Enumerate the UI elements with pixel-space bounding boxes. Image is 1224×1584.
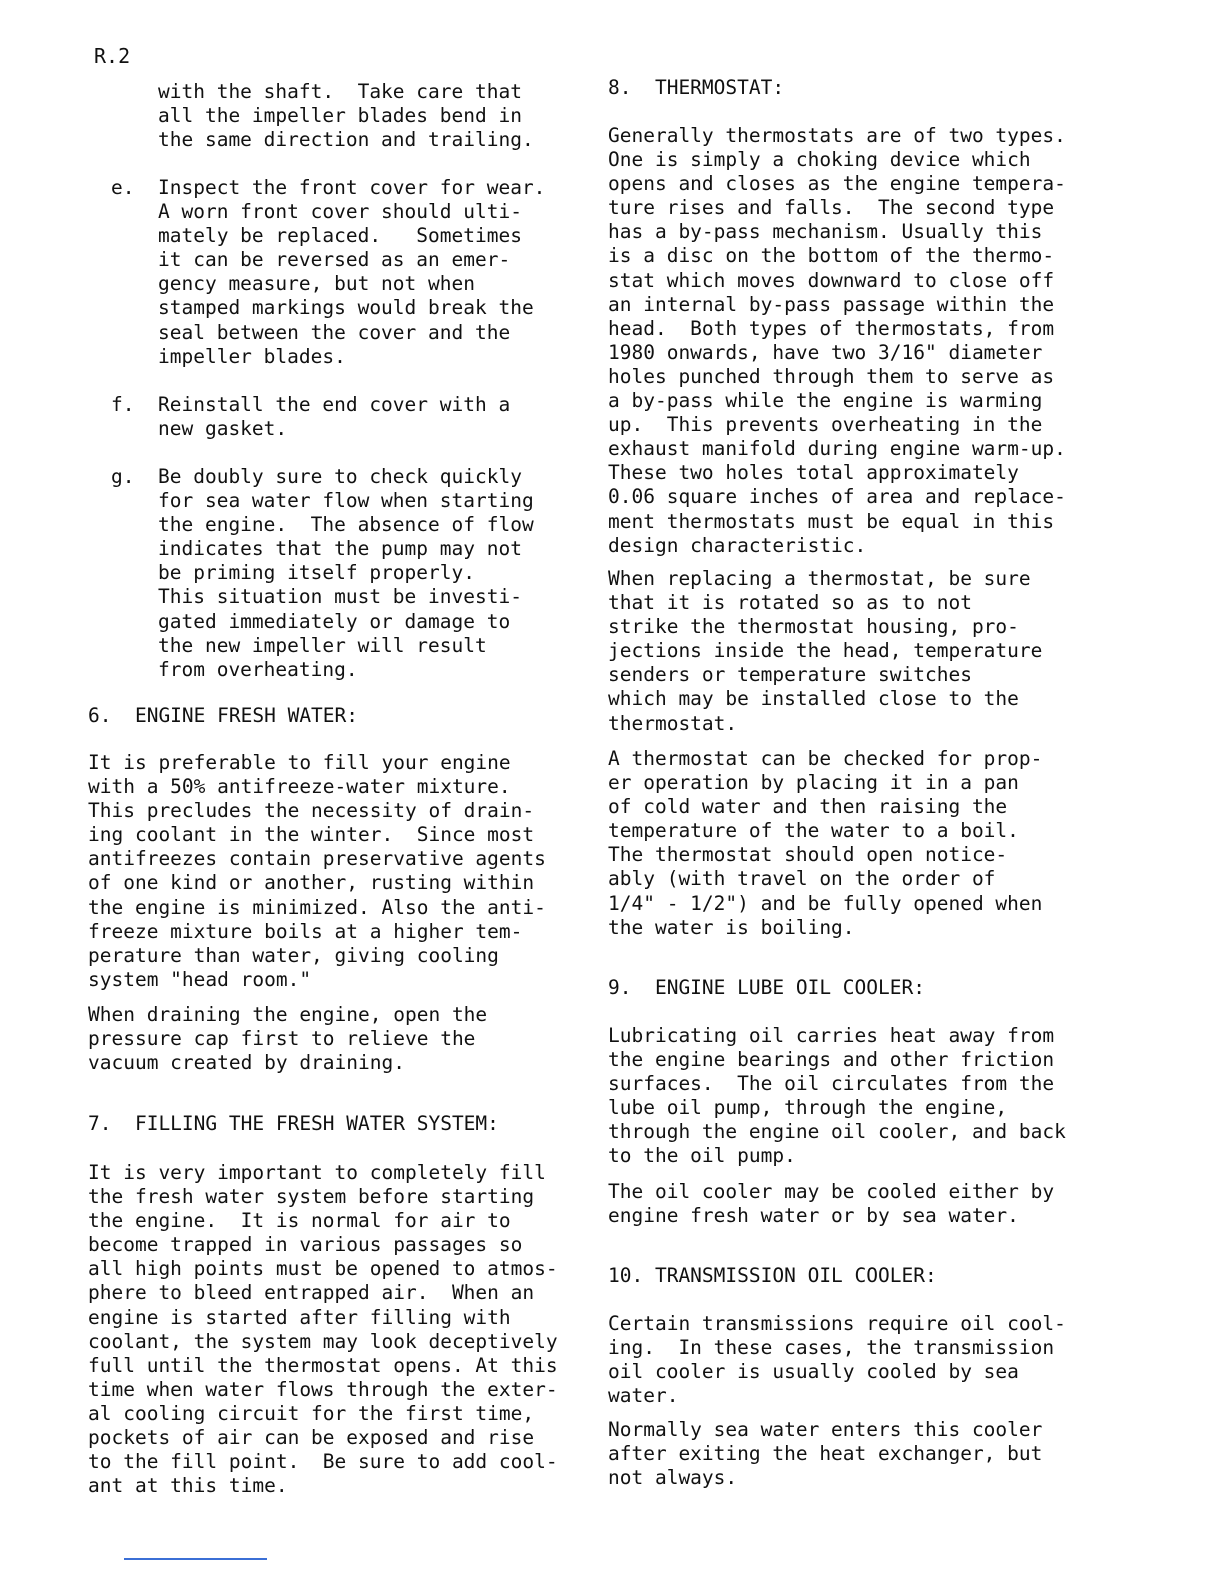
- section-8-paragraph-2: When replacing a thermostat, be sure that it is rotated so as to not strike the thermostat housing, pro- jections inside the head, temperature senders or temperature switches which may be installed close to the thermostat.: [608, 567, 1043, 735]
- section-7-heading: 7. FILLING THE FRESH WATER SYSTEM:: [88, 1112, 499, 1135]
- section-9-heading: 9. ENGINE LUBE OIL COOLER:: [608, 976, 925, 999]
- section-7-paragraph-1: It is very important to completely fill the fresh water system before starting the engine. It is normal for air to become trapped in various passages so all high points must be opened to atmos- phere to bleed entrapped air. When an engine is started after filling with coolant, the system may look deceptively full until the thermostat opens. At this time when water flows through the exter- al cooling circuit for the first time, pockets of air can be exposed and rise to the fill point. Be sure to add cool- ant at this time.: [88, 1161, 558, 1498]
- section-8-paragraph-1: Generally thermostats are of two types. One is simply a choking device which opens and closes as the engine tempera- ture rises and falls. The second type has a by-pass mechanism. Usually this is a disc on the bottom of the thermo- stat which moves downward to close off an internal by-pass passage within the head. Both types of thermostats, from 1980 onwards, have two 3/16" diameter holes punched through them to serve as a by-pass while the engine is warming up. This prevents overheating in the exhaust manifold during engine warm-up. These two holes total approximately 0.06 square inches of area and replace- ment thermostats must be equal in this design characteristic.: [608, 124, 1066, 557]
- item-e-text: Inspect the front cover for wear. A worn front cover should ulti- mately be replaced. Sometimes it can be reversed as an emer- gency measure, but not when stamped markings would break the seal between the cover and the impeller blades.: [158, 176, 546, 368]
- section-9-paragraph-2: The oil cooler may be cooled either by engine fresh water or by sea water.: [608, 1180, 1055, 1228]
- section-8-paragraph-3: A thermostat can be checked for prop- er operation by placing it in a pan of cold water and then raising the temperature of the water to a boil. The thermostat should open notice- ably (with travel on the order of 1/4" - 1/2") and be fully opened when the water is boiling.: [608, 747, 1043, 939]
- item-g-letter: g.: [111, 465, 135, 488]
- section-6-heading: 6. ENGINE FRESH WATER:: [88, 704, 359, 727]
- section-6-paragraph-2: When draining the engine, open the pressure cap first to relieve the vacuum created by draining.: [88, 1003, 488, 1075]
- item-e-letter: e.: [111, 176, 135, 199]
- section-10-paragraph-1: Certain transmissions require oil cool- ing. In these cases, the transmission oil cooler is usually cooled by sea water.: [608, 1312, 1066, 1408]
- section-10-paragraph-2: Normally sea water enters this cooler after exiting the heat exchanger, but not always.: [608, 1418, 1043, 1490]
- section-9-paragraph-1: Lubricating oil carries heat away from the engine bearings and other friction surfaces. The oil circulates from the lube oil pump, through the engine, through the engine oil cooler, and back to the oil pump.: [608, 1024, 1066, 1168]
- footer-rule: [124, 1558, 267, 1560]
- section-8-heading: 8. THERMOSTAT:: [608, 76, 785, 99]
- item-f-text: Reinstall the end cover with a new gasket.: [158, 393, 511, 441]
- intro-continuation: with the shaft. Take care that all the impeller blades bend in the same direction and trailing.: [158, 80, 534, 152]
- item-g-text: Be doubly sure to check quickly for sea water flow when starting the engine. The absence of flow indicates that the pump may not be priming itself properly. This situation must be investi- gated immediately or damage to the new impeller will result from overheating.: [158, 465, 534, 681]
- page-number: R.2: [94, 44, 131, 68]
- item-f-letter: f.: [111, 393, 135, 416]
- section-6-paragraph-1: It is preferable to fill your engine with a 50% antifreeze-water mixture. This precludes the necessity of drain- ing coolant in the winter. Since most antifreezes contain preservative agents of one kind or another, rusting within the engine is minimized. Also the anti- freeze mixture boils at a higher tem- perature than water, giving cooling system "head room.": [88, 751, 546, 991]
- section-10-heading: 10. TRANSMISSION OIL COOLER:: [608, 1264, 937, 1287]
